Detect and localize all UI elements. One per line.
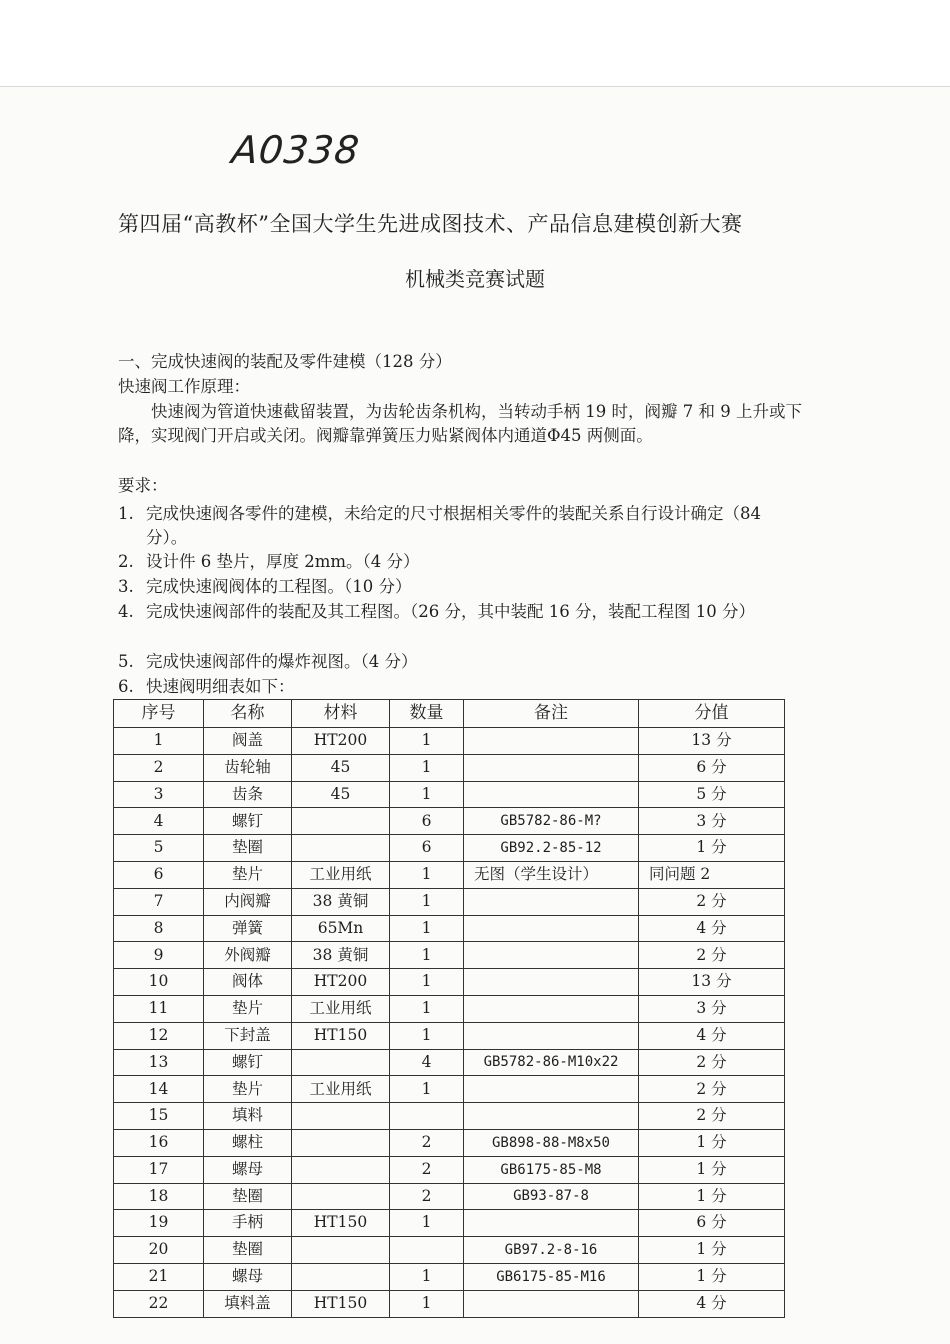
cell-score: 1 分 bbox=[639, 1129, 785, 1156]
cell-material: HT150 bbox=[292, 1210, 390, 1237]
cell-index: 15 bbox=[114, 1103, 204, 1130]
header-cell-index: 序号 bbox=[114, 700, 204, 728]
requirement-number: 3. bbox=[118, 577, 134, 596]
principle-text: 快速阀为管道快速截留装置，为齿轮齿条机构，当转动手柄 19 时，阀瓣 7 和 9 上升或下降，实现阀门开启或关闭。阀瓣靠弹簧压力贴紧阀体内通道Φ45 两侧面。 bbox=[118, 402, 802, 445]
cell-quantity: 1 bbox=[390, 1290, 464, 1317]
cell-material: 45 bbox=[292, 754, 390, 781]
blank-top-band bbox=[0, 0, 950, 87]
cell-remarks: GB97.2-8-16 bbox=[464, 1237, 639, 1264]
cell-material: 工业用纸 bbox=[292, 861, 390, 888]
header-cell-quantity: 数量 bbox=[390, 700, 464, 728]
cell-name: 螺钉 bbox=[204, 808, 292, 835]
cell-quantity: 4 bbox=[390, 1049, 464, 1076]
table-row bbox=[114, 835, 785, 862]
cell-index: 17 bbox=[114, 1156, 204, 1183]
cell-material bbox=[292, 1156, 390, 1183]
cell-score: 5 分 bbox=[639, 781, 785, 808]
cell-index: 9 bbox=[114, 942, 204, 969]
requirement-text: 完成快速阀部件的爆炸视图。（4 分） bbox=[146, 652, 418, 671]
table-row bbox=[114, 1183, 785, 1210]
cell-material: 工业用纸 bbox=[292, 995, 390, 1022]
cell-quantity: 1 bbox=[390, 915, 464, 942]
cell-quantity: 1 bbox=[390, 1022, 464, 1049]
cell-quantity: 1 bbox=[390, 754, 464, 781]
cell-score: 3 分 bbox=[639, 995, 785, 1022]
principle-label: 快速阀工作原理： bbox=[118, 377, 250, 396]
cell-index: 1 bbox=[114, 728, 204, 755]
cell-remarks bbox=[464, 1290, 639, 1317]
cell-index: 10 bbox=[114, 969, 204, 996]
cell-index: 14 bbox=[114, 1076, 204, 1103]
cell-name: 垫圈 bbox=[204, 1183, 292, 1210]
table-row bbox=[114, 1022, 785, 1049]
cell-name: 填料 bbox=[204, 1103, 292, 1130]
cell-score: 2 分 bbox=[639, 1049, 785, 1076]
cell-quantity: 1 bbox=[390, 995, 464, 1022]
cell-quantity: 2 bbox=[390, 1129, 464, 1156]
requirements-label: 要求： bbox=[118, 476, 168, 495]
requirement-item bbox=[118, 550, 806, 574]
requirement-number: 1. bbox=[118, 504, 134, 523]
cell-quantity: 6 bbox=[390, 808, 464, 835]
cell-index: 6 bbox=[114, 861, 204, 888]
requirement-text: 完成快速阀部件的装配及其工程图。（26 分，其中装配 16 分，装配工程图 10 分） bbox=[146, 602, 755, 621]
cell-material bbox=[292, 1129, 390, 1156]
cell-remarks bbox=[464, 888, 639, 915]
cell-score: 2 分 bbox=[639, 1103, 785, 1130]
requirement-item bbox=[118, 575, 806, 599]
requirement-item bbox=[118, 650, 806, 674]
cell-material bbox=[292, 835, 390, 862]
cell-quantity: 1 bbox=[390, 942, 464, 969]
header-cell-material: 材料 bbox=[292, 700, 390, 728]
cell-index: 2 bbox=[114, 754, 204, 781]
cell-score: 1 分 bbox=[639, 1156, 785, 1183]
cell-index: 4 bbox=[114, 808, 204, 835]
document-subtitle: 机械类竞赛试题 bbox=[405, 267, 545, 291]
cell-name: 垫片 bbox=[204, 995, 292, 1022]
requirement-item bbox=[118, 600, 806, 624]
header-cell-name: 名称 bbox=[204, 700, 292, 728]
section-heading: 一、完成快速阀的装配及零件建模（128 分） bbox=[118, 352, 452, 371]
table-row bbox=[114, 1156, 785, 1183]
cell-quantity: 1 bbox=[390, 1210, 464, 1237]
cell-material bbox=[292, 808, 390, 835]
cell-score: 13 分 bbox=[639, 728, 785, 755]
cell-name: 弹簧 bbox=[204, 915, 292, 942]
table-row bbox=[114, 1210, 785, 1237]
cell-quantity bbox=[390, 1103, 464, 1130]
cell-name: 垫片 bbox=[204, 861, 292, 888]
cell-remarks: GB6175-85-M8 bbox=[464, 1156, 639, 1183]
table-row bbox=[114, 808, 785, 835]
cell-score: 2 分 bbox=[639, 942, 785, 969]
cell-name: 阀盖 bbox=[204, 728, 292, 755]
cell-index: 22 bbox=[114, 1290, 204, 1317]
cell-quantity bbox=[390, 1237, 464, 1264]
header-cell-score: 分值 bbox=[639, 700, 785, 728]
cell-index: 5 bbox=[114, 835, 204, 862]
cell-remarks bbox=[464, 969, 639, 996]
cell-name: 垫圈 bbox=[204, 1237, 292, 1264]
requirement-number: 6. bbox=[118, 677, 134, 696]
document-title: 第四届“高教杯”全国大学生先进成图技术、产品信息建模创新大赛 bbox=[118, 212, 743, 236]
cell-remarks bbox=[464, 915, 639, 942]
table-header-row bbox=[114, 700, 785, 728]
cell-material bbox=[292, 1049, 390, 1076]
table-row bbox=[114, 1290, 785, 1317]
cell-quantity: 1 bbox=[390, 969, 464, 996]
cell-material: 工业用纸 bbox=[292, 1076, 390, 1103]
cell-score: 1 分 bbox=[639, 1237, 785, 1264]
cell-score: 4 分 bbox=[639, 1022, 785, 1049]
cell-index: 8 bbox=[114, 915, 204, 942]
cell-name: 螺柱 bbox=[204, 1129, 292, 1156]
cell-name: 外阀瓣 bbox=[204, 942, 292, 969]
cell-name: 齿条 bbox=[204, 781, 292, 808]
parts-table-body bbox=[114, 728, 785, 1318]
cell-score: 同问题 2 bbox=[639, 861, 785, 888]
requirement-text: 快速阀明细表如下： bbox=[146, 677, 295, 696]
cell-remarks bbox=[464, 754, 639, 781]
parts-table bbox=[113, 699, 785, 1318]
cell-material bbox=[292, 1103, 390, 1130]
cell-name: 下封盖 bbox=[204, 1022, 292, 1049]
cell-index: 16 bbox=[114, 1129, 204, 1156]
cell-remarks: GB6175-85-M16 bbox=[464, 1263, 639, 1290]
requirement-item bbox=[118, 675, 806, 699]
cell-material: 65Mn bbox=[292, 915, 390, 942]
cell-material: HT150 bbox=[292, 1290, 390, 1317]
cell-score: 3 分 bbox=[639, 808, 785, 835]
cell-quantity: 1 bbox=[390, 781, 464, 808]
cell-index: 18 bbox=[114, 1183, 204, 1210]
table-row bbox=[114, 1237, 785, 1264]
table-row bbox=[114, 1049, 785, 1076]
cell-remarks bbox=[464, 995, 639, 1022]
cell-index: 3 bbox=[114, 781, 204, 808]
table-row bbox=[114, 781, 785, 808]
cell-material: 38 黄铜 bbox=[292, 942, 390, 969]
cell-score: 13 分 bbox=[639, 969, 785, 996]
handwritten-code: A0338 bbox=[229, 128, 363, 172]
cell-score: 4 分 bbox=[639, 915, 785, 942]
cell-quantity: 1 bbox=[390, 888, 464, 915]
cell-quantity: 1 bbox=[390, 861, 464, 888]
cell-remarks bbox=[464, 728, 639, 755]
cell-name: 内阀瓣 bbox=[204, 888, 292, 915]
table-row bbox=[114, 1076, 785, 1103]
cell-index: 7 bbox=[114, 888, 204, 915]
cell-index: 20 bbox=[114, 1237, 204, 1264]
requirement-item bbox=[118, 502, 806, 550]
cell-name: 垫圈 bbox=[204, 835, 292, 862]
cell-name: 螺母 bbox=[204, 1263, 292, 1290]
cell-quantity: 6 bbox=[390, 835, 464, 862]
cell-index: 12 bbox=[114, 1022, 204, 1049]
cell-index: 21 bbox=[114, 1263, 204, 1290]
cell-remarks bbox=[464, 942, 639, 969]
cell-index: 19 bbox=[114, 1210, 204, 1237]
cell-material bbox=[292, 1263, 390, 1290]
cell-material bbox=[292, 1237, 390, 1264]
cell-remarks: GB5782-86-M? bbox=[464, 808, 639, 835]
cell-score: 2 分 bbox=[639, 888, 785, 915]
cell-score: 1 分 bbox=[639, 1183, 785, 1210]
cell-material: 45 bbox=[292, 781, 390, 808]
cell-remarks: GB92.2-85-12 bbox=[464, 835, 639, 862]
cell-remarks: GB5782-86-M10x22 bbox=[464, 1049, 639, 1076]
table-row bbox=[114, 915, 785, 942]
table-row bbox=[114, 969, 785, 996]
table-row bbox=[114, 888, 785, 915]
cell-remarks: GB93-87-8 bbox=[464, 1183, 639, 1210]
cell-score: 2 分 bbox=[639, 1076, 785, 1103]
cell-score: 4 分 bbox=[639, 1290, 785, 1317]
table-row bbox=[114, 995, 785, 1022]
cell-remarks: 无图（学生设计） bbox=[464, 861, 639, 888]
cell-score: 1 分 bbox=[639, 1263, 785, 1290]
cell-remarks bbox=[464, 1103, 639, 1130]
cell-remarks: GB898-88-M8x50 bbox=[464, 1129, 639, 1156]
cell-score: 6 分 bbox=[639, 754, 785, 781]
requirement-number: 5. bbox=[118, 652, 134, 671]
table-row bbox=[114, 942, 785, 969]
cell-name: 手柄 bbox=[204, 1210, 292, 1237]
requirement-number: 4. bbox=[118, 602, 134, 621]
cell-name: 齿轮轴 bbox=[204, 754, 292, 781]
cell-material bbox=[292, 1183, 390, 1210]
cell-remarks bbox=[464, 1210, 639, 1237]
cell-remarks bbox=[464, 1076, 639, 1103]
requirement-text: 完成快速阀各零件的建模，未给定的尺寸根据相关零件的装配关系自行设计确定（84 分）。 bbox=[146, 504, 761, 547]
table-row bbox=[114, 1103, 785, 1130]
table-row bbox=[114, 728, 785, 755]
cell-remarks bbox=[464, 781, 639, 808]
cell-name: 填料盖 bbox=[204, 1290, 292, 1317]
cell-material: HT150 bbox=[292, 1022, 390, 1049]
requirement-number: 2. bbox=[118, 552, 134, 571]
cell-quantity: 1 bbox=[390, 728, 464, 755]
cell-quantity: 1 bbox=[390, 1076, 464, 1103]
cell-material: 38 黄铜 bbox=[292, 888, 390, 915]
cell-index: 13 bbox=[114, 1049, 204, 1076]
table-row bbox=[114, 1129, 785, 1156]
cell-quantity: 1 bbox=[390, 1263, 464, 1290]
cell-name: 螺钉 bbox=[204, 1049, 292, 1076]
cell-name: 阀体 bbox=[204, 969, 292, 996]
cell-quantity: 2 bbox=[390, 1156, 464, 1183]
cell-remarks bbox=[464, 1022, 639, 1049]
requirement-text: 设计件 6 垫片，厚度 2mm。（4 分） bbox=[146, 552, 420, 571]
cell-material: HT200 bbox=[292, 969, 390, 996]
table-row bbox=[114, 754, 785, 781]
table-row bbox=[114, 1263, 785, 1290]
cell-quantity: 2 bbox=[390, 1183, 464, 1210]
header-cell-remarks: 备注 bbox=[464, 700, 639, 728]
cell-score: 6 分 bbox=[639, 1210, 785, 1237]
cell-material: HT200 bbox=[292, 728, 390, 755]
cell-index: 11 bbox=[114, 995, 204, 1022]
cell-name: 螺母 bbox=[204, 1156, 292, 1183]
requirement-text: 完成快速阀阀体的工程图。（10 分） bbox=[146, 577, 412, 596]
table-row bbox=[114, 861, 785, 888]
cell-score: 1 分 bbox=[639, 835, 785, 862]
cell-name: 垫片 bbox=[204, 1076, 292, 1103]
